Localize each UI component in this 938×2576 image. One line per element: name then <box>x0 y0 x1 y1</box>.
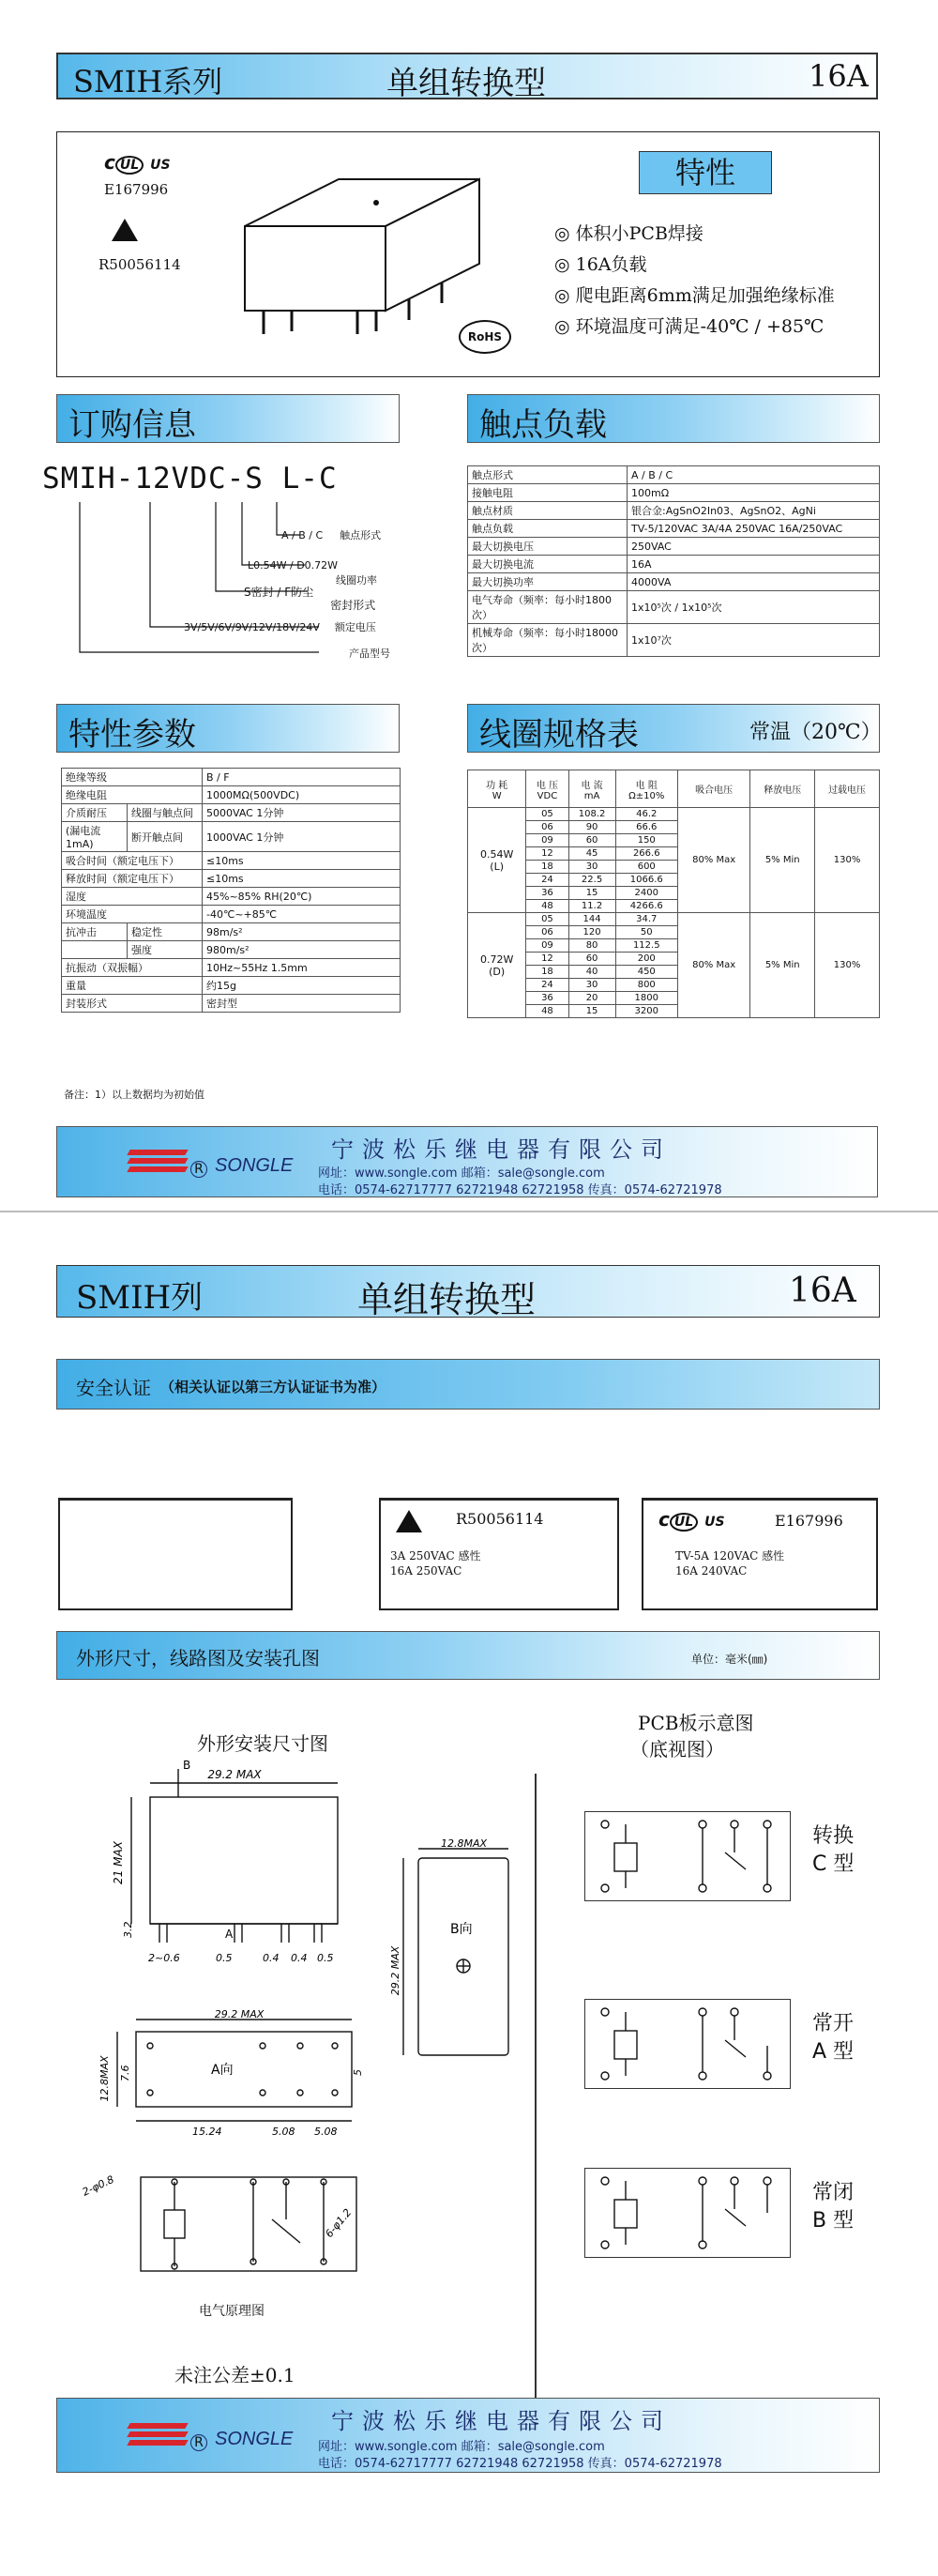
website-email: 网址：www.songle.com 邮箱：sale@songle.com <box>318 2440 605 2454</box>
table-row <box>62 804 401 822</box>
param-sub: 线圈与触点间 <box>128 804 203 822</box>
dim-0.5: 0.5 <box>216 1952 233 1964</box>
cert-box-ul <box>642 1498 878 1610</box>
table-row <box>468 466 880 484</box>
pcb-subtitle: （底视图） <box>630 1738 724 1761</box>
dim-6: 5 <box>352 2069 364 2076</box>
coil-cell: 30 <box>568 979 615 992</box>
cert-box-empty <box>58 1498 293 1610</box>
type-c-label: 转换 C 型 <box>812 1824 855 1876</box>
table-row <box>62 941 401 959</box>
param-sub: 强度 <box>128 941 203 959</box>
coil-spec-table <box>467 770 880 1018</box>
coil-cell: 600 <box>615 861 677 874</box>
param-name: 触点材质 <box>468 502 628 520</box>
table-row <box>468 502 880 520</box>
order-label-contact: A / B / C 触点形式 <box>281 529 382 541</box>
param-value: 10Hz~55Hz 1.5mm <box>203 959 401 977</box>
table-row <box>62 769 401 786</box>
dim-12.8-max-b: 12.8MAX <box>98 2055 111 2102</box>
type-b-label: 常闭 B 型 <box>812 2181 855 2233</box>
column-header: 功 耗 W <box>468 770 526 808</box>
table-row <box>62 995 401 1013</box>
param-name <box>62 941 128 959</box>
column-header: 电 压 VDC <box>526 770 568 808</box>
table-row <box>468 538 880 556</box>
coil-cell: 66.6 <box>615 821 677 834</box>
datasheet-page-1 <box>0 0 938 1197</box>
ul-rating-1: TV-5A 120VAC 感性 <box>675 1549 785 1562</box>
coil-cell: 45 <box>568 847 615 861</box>
ul-rating-2: 16A 240VAC <box>675 1564 748 1578</box>
feature-item: ◎ 体积小PCB焊接 <box>554 223 704 244</box>
pcb-type-c-drawing <box>584 1811 791 1901</box>
coil-cell: 144 <box>568 913 615 926</box>
type-a-label: 常开 A 型 <box>812 2012 855 2064</box>
product-title: 单组转换型 <box>386 65 546 102</box>
param-value: 银合金:AgSnO2In03、AgSnO2、AgNi <box>628 502 880 520</box>
songle-logo-icon <box>129 2423 187 2453</box>
feature-item: ◎ 爬电距离6mm满足加强绝缘标准 <box>554 285 835 306</box>
series-title: SMIH列 <box>76 1279 204 1317</box>
brand-name: SONGLE <box>215 2429 294 2449</box>
param-value: 1000VAC 1分钟 <box>203 822 401 852</box>
coil-spec-temp: 常温（20℃） <box>749 721 882 744</box>
coil-cell: 48 <box>526 1005 568 1018</box>
param-name: 抗振动（双振幅） <box>62 959 203 977</box>
coil-power: 0.72W (D) <box>468 913 526 1018</box>
order-label-model: 产品型号 <box>349 648 390 660</box>
param-value: 98m/s² <box>203 923 401 941</box>
param-sub: 稳定性 <box>128 923 203 941</box>
feature-list <box>554 219 835 343</box>
dim-29.2-max: 29.2 MAX <box>207 1768 262 1781</box>
coil-cell: 06 <box>526 926 568 939</box>
param-value: ≤10ms <box>203 852 401 870</box>
coil-cell: 36 <box>526 887 568 900</box>
dim-21-max: 21 MAX <box>112 1841 125 1884</box>
coil-cell: 34.7 <box>615 913 677 926</box>
safety-cert-header <box>56 1359 880 1410</box>
dim-0.6: 2~0.6 <box>148 1952 180 1964</box>
ul-cert-number: E167996 <box>104 181 169 198</box>
table-row <box>62 822 401 852</box>
dim-phi-1.2: 6-φ1.2 <box>323 2206 355 2240</box>
amp-rating: 16A <box>789 1272 856 1310</box>
table-row <box>62 888 401 906</box>
table-row <box>62 959 401 977</box>
dim-15.24: 15.24 <box>192 2126 222 2138</box>
coil-cell: 3200 <box>615 1005 677 1018</box>
param-value: 100mΩ <box>628 484 880 502</box>
outline-front-view <box>94 1760 366 1975</box>
coil-cell: 112.5 <box>615 939 677 953</box>
param-name: (漏电流1mA) <box>62 822 128 852</box>
b-direction: B向 <box>450 1922 473 1937</box>
coil-cell: 24 <box>526 979 568 992</box>
param-name: 最大切换电流 <box>468 556 628 573</box>
coil-cell: 06 <box>526 821 568 834</box>
order-label-coil-power: L0.54W / D0.72W线圈功率 <box>248 559 378 587</box>
datasheet-page-2 <box>0 1220 938 2576</box>
table-row <box>62 906 401 923</box>
coil-cell: 15 <box>568 887 615 900</box>
dim-a-arrow: A <box>225 1928 234 1941</box>
param-name: 接触电阻 <box>468 484 628 502</box>
coil-cell: 266.6 <box>615 847 677 861</box>
schematic-drawing <box>80 2168 385 2290</box>
table-row <box>468 484 880 502</box>
order-info-header <box>56 394 400 443</box>
tuv-triangle-icon <box>112 219 138 241</box>
feature-item: ◎ 16A负载 <box>554 254 647 275</box>
param-name: 最大切换功率 <box>468 573 628 591</box>
coil-power: 0.54W (L) <box>468 808 526 913</box>
coil-cell: 2400 <box>615 887 677 900</box>
dim-3.2: 3.2 <box>122 1921 134 1938</box>
characteristics-title: 特性参数 <box>68 716 196 754</box>
pcb-title: PCB板示意图 <box>638 1712 754 1734</box>
param-sub: 断开触点间 <box>128 822 203 852</box>
a-direction: A向 <box>211 2063 234 2078</box>
company-footer <box>56 1126 878 1197</box>
feature-item: ◎ 环境温度可满足-40℃ / +85℃ <box>554 316 825 337</box>
column-header: 吸合电压 <box>677 770 749 808</box>
table-row <box>62 786 401 804</box>
param-name: 触点负载 <box>468 520 628 538</box>
coil-cell: 1800 <box>615 992 677 1005</box>
order-info-title: 订购信息 <box>68 406 196 444</box>
dim-0.4: 0.4 <box>291 1952 308 1964</box>
features-panel <box>56 131 880 377</box>
coil-cell: 40 <box>568 966 615 979</box>
dimension-title: 外形尺寸，线路图及安装孔图 <box>76 1647 320 1669</box>
dim-12.8-max: 12.8MAX <box>441 1837 488 1850</box>
brand-name: SONGLE <box>215 1155 294 1176</box>
series-title: SMIH系列 <box>73 64 223 99</box>
param-name: 湿度 <box>62 888 203 906</box>
table-row <box>468 808 880 821</box>
coil-cell: 60 <box>568 834 615 847</box>
param-value: B / F <box>203 769 401 786</box>
coil-cell: 18 <box>526 966 568 979</box>
param-value: ≤10ms <box>203 870 401 888</box>
company-name: 宁波松乐继电器有限公司 <box>331 1136 672 1163</box>
coil-cell: 200 <box>615 953 677 966</box>
param-value: 5000VAC 1分钟 <box>203 804 401 822</box>
contact-load-table <box>467 465 880 657</box>
param-name: 最大切换电压 <box>468 538 628 556</box>
param-value: 45%~85% RH(20℃) <box>203 888 401 906</box>
table-row <box>468 556 880 573</box>
coil-over: 130% <box>815 808 880 913</box>
table-row <box>468 591 880 624</box>
tuv-cert-number: R50056114 <box>456 1510 544 1528</box>
param-name: 绝缘等级 <box>62 769 203 786</box>
param-name: 介质耐压 <box>62 804 128 822</box>
param-value: 密封型 <box>203 995 401 1013</box>
tolerance-note: 未注公差±0.1 <box>174 2364 295 2386</box>
coil-cell: 90 <box>568 821 615 834</box>
coil-cell: 24 <box>526 874 568 887</box>
relay-drawing <box>235 170 498 348</box>
tuv-triangle-icon <box>396 1510 422 1532</box>
outline-side-view <box>389 1837 516 2083</box>
pcb-type-b-drawing <box>584 2168 791 2258</box>
order-label-voltage: 3V/5V/6V/9V/12V/18V/24V 额定电压 <box>184 621 376 633</box>
column-header: 释放电压 <box>750 770 815 808</box>
param-name: 机械寿命（频率：每小时18000次） <box>468 624 628 657</box>
coil-cell: 05 <box>526 808 568 821</box>
table-row <box>468 913 880 926</box>
param-value: 4000VA <box>628 573 880 591</box>
coil-cell: 11.2 <box>568 900 615 913</box>
dim-0.5: 0.5 <box>317 1952 334 1964</box>
characteristics-header <box>56 704 400 753</box>
drawing-divider <box>535 1774 537 2449</box>
param-value: 1x10⁷次 <box>628 624 880 657</box>
column-header: 电 流 mA <box>568 770 615 808</box>
page-separator <box>0 1211 938 1212</box>
songle-logo-icon <box>129 1150 187 1180</box>
dim-29.2-max-v: 29.2 MAX <box>389 1945 401 1996</box>
order-code: SMIH-12VDC-S L-C <box>42 462 338 495</box>
company-footer <box>56 2398 880 2473</box>
phone-fax: 电话：0574-62717777 62721948 62721958 传真：0574-62721978 <box>318 2457 722 2471</box>
coil-pick: 80% Max <box>677 913 749 1018</box>
param-value: 16A <box>628 556 880 573</box>
coil-cell: 50 <box>615 926 677 939</box>
param-value: 约15g <box>203 977 401 995</box>
param-value: 250VAC <box>628 538 880 556</box>
coil-cell: 60 <box>568 953 615 966</box>
registered-mark: R <box>190 1161 207 1178</box>
param-value: 1x10⁵次 / 1x10⁵次 <box>628 591 880 624</box>
coil-cell: 108.2 <box>568 808 615 821</box>
coil-drop: 5% Min <box>750 808 815 913</box>
website-email: 网址：www.songle.com 邮箱：sale@songle.com <box>318 1166 605 1181</box>
characteristics-note: 备注：1）以上数据均为初始值 <box>64 1089 204 1101</box>
table-row <box>62 870 401 888</box>
coil-pick: 80% Max <box>677 808 749 913</box>
coil-cell: 800 <box>615 979 677 992</box>
outline-title: 外形安装尺寸图 <box>197 1732 328 1755</box>
coil-cell: 46.2 <box>615 808 677 821</box>
coil-cell: 22.5 <box>568 874 615 887</box>
dim-7.6: 7.6 <box>119 2065 131 2081</box>
title-bar <box>56 1265 880 1318</box>
table-row <box>468 624 880 657</box>
schematic-label: 电气原理图 <box>199 2304 265 2319</box>
coil-cell: 48 <box>526 900 568 913</box>
contact-load-header <box>467 394 880 443</box>
coil-cell: 20 <box>568 992 615 1005</box>
table-row <box>62 977 401 995</box>
company-name: 宁波松乐继电器有限公司 <box>331 2408 672 2434</box>
dimension-header <box>56 1631 880 1680</box>
dim-5.08: 5.08 <box>272 2126 295 2138</box>
characteristics-table <box>61 768 401 1013</box>
product-title: 单组转换型 <box>357 1279 537 1320</box>
tuv-cert-number: R50056114 <box>98 256 181 273</box>
column-header: 过载电压 <box>815 770 880 808</box>
coil-cell: 1066.6 <box>615 874 677 887</box>
coil-cell: 18 <box>526 861 568 874</box>
rohs-badge: RoHS <box>459 320 511 354</box>
param-name: 封装形式 <box>62 995 203 1013</box>
phone-fax: 电话：0574-62717777 62721948 62721958 传真：0574-62721978 <box>318 1183 722 1197</box>
coil-cell: 80 <box>568 939 615 953</box>
coil-cell: 15 <box>568 1005 615 1018</box>
contact-load-title: 触点负载 <box>479 406 607 444</box>
coil-cell: 4266.6 <box>615 900 677 913</box>
param-value: A / B / C <box>628 466 880 484</box>
safety-cert-note: （相关认证以第三方认证证书为准） <box>160 1379 386 1395</box>
safety-cert-title: 安全认证 <box>76 1377 151 1399</box>
param-value: -40℃~+85℃ <box>203 906 401 923</box>
table-row <box>468 520 880 538</box>
coil-spec-header <box>467 704 880 753</box>
param-name: 触点形式 <box>468 466 628 484</box>
coil-cell: 36 <box>526 992 568 1005</box>
ul-cert-number: E167996 <box>775 1512 843 1530</box>
order-label-seal: S密封 / F防尘密封形式 <box>244 586 376 612</box>
table-row <box>62 923 401 941</box>
param-name: 抗冲击 <box>62 923 128 941</box>
cert-box-tuv <box>379 1498 619 1610</box>
registered-mark: R <box>190 2434 207 2451</box>
param-name: 释放时间（额定电压下） <box>62 870 203 888</box>
coil-cell: 12 <box>526 953 568 966</box>
table-row <box>62 852 401 870</box>
dim-0.4: 0.4 <box>263 1952 280 1964</box>
param-value: 1000MΩ(500VDC) <box>203 786 401 804</box>
title-bar <box>56 53 878 102</box>
pcb-type-a-drawing <box>584 1999 791 2089</box>
tuv-rating-2: 16A 250VAC <box>390 1564 462 1578</box>
param-name: 绝缘电阻 <box>62 786 203 804</box>
dim-b-arrow: B <box>183 1759 191 1772</box>
coil-cell: 120 <box>568 926 615 939</box>
coil-cell: 150 <box>615 834 677 847</box>
unit-label: 单位：毫米(㎜) <box>691 1653 768 1666</box>
amp-rating: 16A <box>809 58 869 94</box>
dim-5.08: 5.08 <box>314 2126 338 2138</box>
param-name: 吸合时间（额定电压下） <box>62 852 203 870</box>
coil-cell: 09 <box>526 939 568 953</box>
dim-phi-0.8: 2-φ0.8 <box>80 2172 116 2199</box>
coil-cell: 09 <box>526 834 568 847</box>
table-row <box>468 573 880 591</box>
dim-29.2-max-b: 29.2 MAX <box>214 2008 265 2020</box>
ul-logo: c UL US <box>658 1508 725 1531</box>
ul-logo: c UL US <box>104 151 171 174</box>
param-value: 980m/s² <box>203 941 401 959</box>
coil-over: 130% <box>815 913 880 1018</box>
outline-bottom-view <box>89 2008 399 2140</box>
coil-spec-title: 线圈规格表 <box>479 716 639 754</box>
column-header: 电 阻 Ω±10% <box>615 770 677 808</box>
coil-drop: 5% Min <box>750 913 815 1018</box>
param-name: 重量 <box>62 977 203 995</box>
features-heading: 特性 <box>639 151 772 194</box>
param-name: 环境温度 <box>62 906 203 923</box>
coil-cell: 05 <box>526 913 568 926</box>
param-name: 电气寿命（频率：每小时1800次） <box>468 591 628 624</box>
tuv-rating-1: 3A 250VAC 感性 <box>390 1549 481 1562</box>
param-value: TV-5/120VAC 3A/4A 250VAC 16A/250VAC <box>628 520 880 538</box>
coil-cell: 450 <box>615 966 677 979</box>
coil-cell: 12 <box>526 847 568 861</box>
coil-cell: 30 <box>568 861 615 874</box>
